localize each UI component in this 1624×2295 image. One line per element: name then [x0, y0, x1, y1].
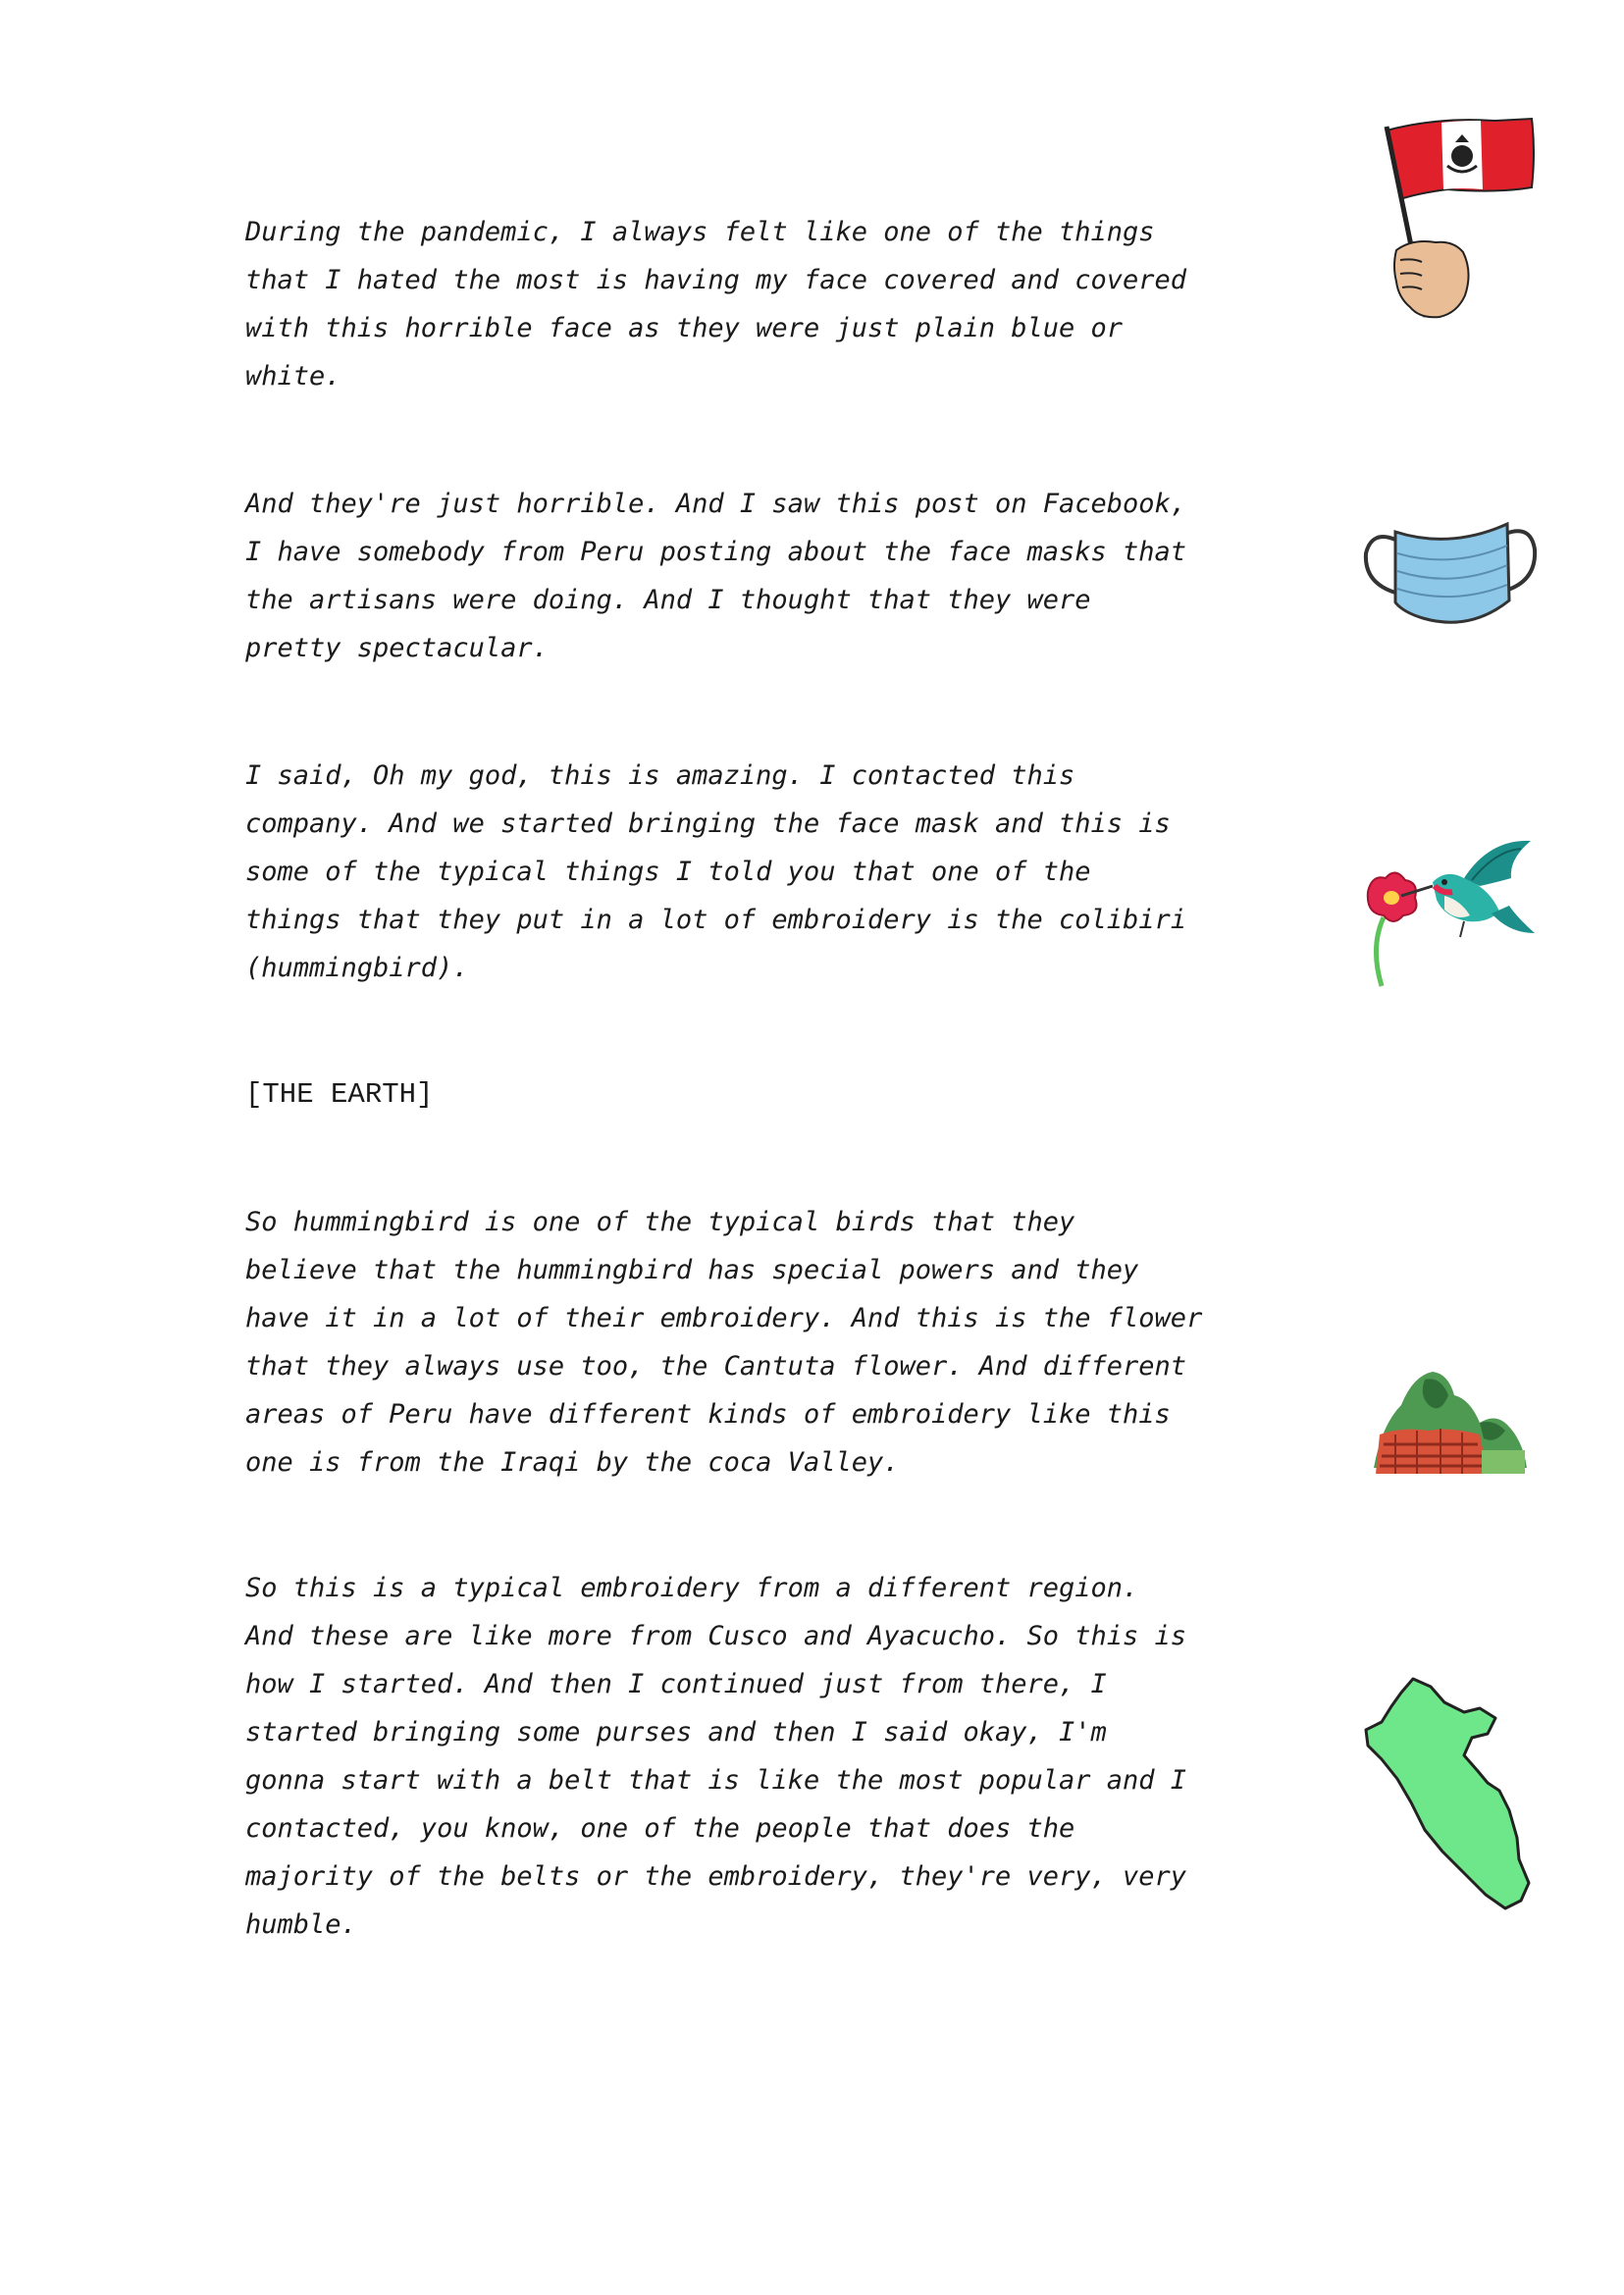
paragraph-pandemic: During the pandemic, I always felt like one of the things that I hated the most is having my face covered and covered with this horrible face as they were just plain blue or white.	[245, 217, 1187, 391]
machu-picchu-icon	[1372, 1366, 1529, 1479]
paragraph-contacted-company: I said, Oh my god, this is amazing. I contacted this company. And we started bringing the face mask and this is some of the typical things I told you that one of the things that they put in a lot of embroidery is the colibiri (hummingbird).	[245, 760, 1187, 983]
face-mask-icon	[1362, 510, 1539, 633]
paragraph-hummingbird: So hummingbird is one of the typical birds that they believe that the hummingbird has special powers and they have it in a lot of their embroidery. And this is the flower that they always use too, the Cantuta flower. And different areas of Peru have different kinds of embroidery like this one is from the Iraqi by the coca Valley.	[245, 1207, 1203, 1478]
peru-flag-in-hand-icon	[1379, 113, 1545, 324]
paragraph-embroidery-regions: So this is a typical embroidery from a different region. And these are like more from Cusco and Ayacucho. So this is how I started. And then I continued just from there, I started bringing some purses and then I said okay, I'm gonna start with a belt that is like the most popular and I contacted, you know, one of the people that does the majority of the belts or the embroidery, they're very, very humble.	[245, 1573, 1187, 1940]
peru-map-icon	[1362, 1673, 1539, 1913]
hummingbird-with-flower-icon	[1362, 839, 1539, 996]
section-heading: [THE EARTH]	[245, 1078, 434, 1111]
paragraph-facebook-post: And they're just horrible. And I saw this post on Facebook, I have somebody from Peru posting about the face masks that the artisans were doing. And I thought that they were pretty spectacular.	[245, 489, 1187, 663]
